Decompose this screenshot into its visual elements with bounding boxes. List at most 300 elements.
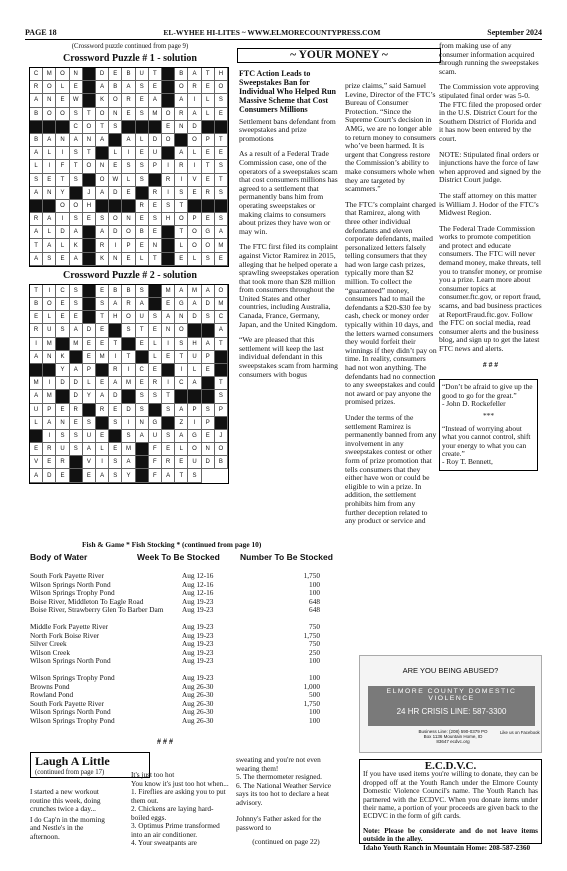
grid-cell: S (70, 174, 83, 187)
grid-cell: U (188, 456, 201, 469)
article-paragraph: The Commission vote approving stipulated final order was 5-0. The FTC filed the proposed order in the U.S. District Court for the Southern District of Florida and it has now been entered by the court. (439, 82, 542, 143)
grid-cell: Y (83, 390, 96, 403)
black-square (188, 200, 201, 213)
grid-cell: S (122, 324, 135, 337)
grid-cell: A (188, 298, 201, 311)
grid-cell: D (70, 377, 83, 390)
grid-cell: N (56, 417, 69, 430)
grid-cell: S (188, 469, 201, 482)
grid-cell: O (56, 200, 69, 213)
joke-2-item-1: 1. Fireflies are asking you to put them out. (131, 787, 226, 805)
grid-cell: A (43, 213, 56, 226)
black-square (202, 121, 215, 134)
black-square (109, 134, 122, 147)
stocking-cell: Aug 19-23 (182, 673, 214, 682)
black-square (83, 174, 96, 187)
grid-cell: M (122, 443, 135, 456)
grid-cell: S (122, 160, 135, 173)
grid-cell: M (149, 108, 162, 121)
grid-cell: K (56, 351, 69, 364)
grid-cell: A (30, 469, 43, 482)
grid-cell: U (188, 351, 201, 364)
grid-cell: N (96, 160, 109, 173)
grid-cell: E (96, 377, 109, 390)
grid-cell: N (109, 108, 122, 121)
grid-cell: E (202, 81, 215, 94)
black-square (149, 285, 162, 298)
grid-cell: R (188, 81, 201, 94)
joke-2-title: It's just too hot (131, 770, 175, 779)
grid-cell: A (30, 253, 43, 266)
page-header (25, 26, 542, 40)
stocking-cell: 1,000 (303, 681, 320, 691)
grid-cell: P (188, 404, 201, 417)
grid-cell: L (30, 417, 43, 430)
grid-cell: E (202, 174, 215, 187)
grid-cell: T (175, 226, 188, 239)
grid-cell: M (30, 377, 43, 390)
stocking-cell: Aug 19-23 (182, 639, 214, 648)
grid-cell: O (188, 134, 201, 147)
grid-cell: N (122, 213, 135, 226)
grid-cell: T (30, 239, 43, 252)
grid-cell: E (188, 187, 201, 200)
stocking-cell: 100 (309, 673, 320, 682)
stocking-cell: Silver Creek (30, 639, 67, 648)
stocking-cell: Wilson Springs Trophy Pond (30, 715, 115, 725)
black-square (109, 200, 122, 213)
grid-cell: R (202, 187, 215, 200)
article-text-2 (345, 82, 437, 533)
grid-cell: S (56, 430, 69, 443)
article-paragraph: Under the terms of the settlement Ramirez is permanently banned from any involvement in any sweepstakes contest or other form of prize promotion that tells consumers that they either have won or could be eligible to win a prize. In addition, the settlement prohibits him from any further deception related to any product or service and (345, 412, 437, 526)
grid-cell: O (43, 108, 56, 121)
stocking-cell: Aug 26-30 (182, 715, 214, 725)
grid-cell: O (122, 226, 135, 239)
grid-cell: A (109, 298, 122, 311)
stocking-cell: 648 (309, 605, 320, 614)
black-square (83, 81, 96, 94)
grid-cell: D (109, 226, 122, 239)
grid-cell: E (56, 404, 69, 417)
grid-cell: I (175, 364, 188, 377)
grid-cell: I (162, 187, 175, 200)
grid-cell: P (188, 213, 201, 226)
black-square (162, 68, 175, 81)
grid-cell: Y (56, 187, 69, 200)
grid-cell: T (149, 253, 162, 266)
stocking-end-mark: # # # (157, 737, 173, 746)
grid-cell: I (43, 430, 56, 443)
grid-cell: S (215, 94, 228, 107)
grid-cell: E (70, 417, 83, 430)
black-square (30, 430, 43, 443)
grid-cell: S (70, 285, 83, 298)
grid-cell: E (149, 200, 162, 213)
grid-cell: O (188, 239, 201, 252)
grid-cell: N (136, 417, 149, 430)
grid-cell: E (109, 404, 122, 417)
stocking-cell: 1,750 (303, 698, 320, 708)
grid-cell: E (215, 108, 228, 121)
grid-cell: F (149, 443, 162, 456)
stocking-cell: Aug 19-23 (182, 630, 214, 640)
ad-question: ARE YOU BEING ABUSED? (402, 666, 499, 675)
grid-cell: E (56, 469, 69, 482)
grid-cell: A (96, 81, 109, 94)
grid-cell: S (215, 160, 228, 173)
grid-cell: T (215, 134, 228, 147)
grid-cell: E (43, 174, 56, 187)
grid-cell: S (96, 213, 109, 226)
grid-cell: A (188, 68, 201, 81)
joke-2-item-6: 6. The National Weather Service says its too hot to declare a heat advisory. (236, 780, 331, 807)
grid-cell: R (30, 213, 43, 226)
grid-cell: S (109, 417, 122, 430)
grid-cell: A (175, 94, 188, 107)
grid-cell: E (215, 147, 228, 160)
stocking-cell: North Fork Boise River (30, 630, 100, 640)
grid-cell: A (215, 226, 228, 239)
stocking-cell: Aug 12-16 (182, 571, 214, 580)
grid-cell: A (136, 430, 149, 443)
grid-cell: S (136, 404, 149, 417)
grid-cell: I (43, 160, 56, 173)
black-square (149, 298, 162, 311)
grid-cell: B (215, 456, 228, 469)
grid-cell: O (56, 68, 69, 81)
grid-cell: A (136, 298, 149, 311)
stocking-cell: Aug 12-16 (182, 588, 214, 597)
stocking-row (30, 717, 350, 726)
grid-cell: S (215, 390, 228, 403)
grid-cell: A (162, 469, 175, 482)
grid-cell: T (202, 68, 215, 81)
grid-cell: A (175, 285, 188, 298)
grid-cell: E (162, 121, 175, 134)
grid-cell: I (175, 174, 188, 187)
joke-1: I started a new workout routine this week, doing crunches twice a day... (30, 787, 101, 813)
black-square (202, 377, 215, 390)
grid-cell: L (56, 239, 69, 252)
grid-cell: S (96, 298, 109, 311)
grid-cell: L (175, 443, 188, 456)
grid-cell: I (188, 160, 201, 173)
grid-cell: S (215, 213, 228, 226)
grid-cell: E (70, 311, 83, 324)
grid-cell: E (30, 311, 43, 324)
laugh-column-3 (236, 756, 336, 847)
grid-cell: E (136, 213, 149, 226)
article-headline: FTC Action Leads to Sweepstakes Ban for Individual Who Helped Run Massive Scheme that Cost Consumers Millions (239, 68, 337, 114)
grid-cell: O (109, 213, 122, 226)
grid-cell: G (188, 430, 201, 443)
grid-cell: T (149, 68, 162, 81)
grid-cell: H (162, 213, 175, 226)
grid-cell: S (136, 108, 149, 121)
grid-cell: A (175, 147, 188, 160)
grid-cell: W (70, 94, 83, 107)
article-paragraph: prize claims,” said Samuel Levine, Director of the FTC’s Bureau of Consumer Protection. “Since the Supreme Court’s decision in AMG, we are no longer able to return money to consumers who’ve been harmed. It is urgent that Congress restore the Commission’s ability to make consumers whole when they are targeted by scammers.” (345, 81, 436, 194)
article-paragraph: As a result of a Federal Trade Commission case, one of the operators of a sweepstakes scam that cost consumers millions has agreed to a settlement that permanently bans him from operating sweepstakes or making claims to consumers about prizes they have won or may win. (239, 149, 338, 236)
grid-cell: M (43, 390, 56, 403)
grid-cell: A (188, 108, 201, 121)
black-square (83, 94, 96, 107)
quote-separator: *** (482, 411, 495, 421)
grid-cell: E (136, 377, 149, 390)
grid-cell: V (30, 456, 43, 469)
black-square (43, 200, 56, 213)
ecdvc-body: If you have used items you're willing to donate, they can be dropped off at the Youth Ranch under the Elmore County Domestic Violence Council's name. The Youth Ranch has partnered with the ECDVC. When you donate items under their name, a portion of your proceeds are given back to the ECDVC in the form of gift cards. (363, 769, 538, 821)
grid-cell: T (96, 121, 109, 134)
grid-cell: T (96, 311, 109, 324)
grid-cell: N (162, 324, 175, 337)
grid-cell: U (149, 147, 162, 160)
grid-cell: S (70, 443, 83, 456)
section-banner: ~ YOUR MONEY ~ (237, 48, 441, 63)
grid-cell: A (30, 94, 43, 107)
stocking-row (30, 657, 350, 666)
grid-cell: K (96, 253, 109, 266)
grid-cell: V (188, 174, 201, 187)
black-square (83, 239, 96, 252)
grid-cell: E (83, 338, 96, 351)
grid-cell: O (215, 443, 228, 456)
black-square (215, 364, 228, 377)
grid-cell: E (175, 456, 188, 469)
grid-cell: N (43, 94, 56, 107)
stocking-cell: Boise River, Middleton To Eagle Road (30, 596, 144, 606)
grid-cell: A (30, 351, 43, 364)
grid-cell: D (188, 311, 201, 324)
grid-cell: O (43, 81, 56, 94)
grid-cell: E (136, 338, 149, 351)
grid-cell: D (122, 404, 135, 417)
black-square (162, 226, 175, 239)
grid-cell: O (96, 108, 109, 121)
grid-cell: M (122, 377, 135, 390)
stocking-cell: Rowland Pond (30, 690, 74, 699)
grid-cell: N (175, 311, 188, 324)
grid-cell: S (136, 390, 149, 403)
quote-2: “Instead of worrying about what you cannot control, shift your energy to what you can create.” (442, 423, 531, 459)
grid-cell: G (175, 298, 188, 311)
grid-cell: N (175, 121, 188, 134)
grid-cell: M (188, 285, 201, 298)
grid-cell: S (175, 338, 188, 351)
grid-cell: E (122, 108, 135, 121)
grid-cell: O (109, 94, 122, 107)
grid-cell: E (149, 364, 162, 377)
grid-cell: A (43, 239, 56, 252)
laugh-title: Laugh A Little (35, 754, 110, 768)
black-square (136, 187, 149, 200)
grid-cell: N (149, 239, 162, 252)
stocking-cell: Wilson Creek (30, 647, 71, 657)
grid-cell: S (202, 253, 215, 266)
grid-cell: R (96, 239, 109, 252)
grid-cell: E (109, 443, 122, 456)
grid-cell: A (30, 147, 43, 160)
article-paragraph: NOTE: Stipulated final orders or injunctions have the force of law when approved and signed by the District Court judge. (439, 149, 541, 185)
grid-cell: R (96, 404, 109, 417)
article-paragraph: The FTC’s complaint charged that Ramirez, along with three other individual defendants and eleven corporate defendants, mailed personalized letters falsely telling consumers that they had won large cash prizes, typically more than $2 million. To collect the “guaranteed” money, consumers had to mail the defendants a $20-$30 fee by cash, check or money order typically within 10 days, and the letters warned consumers they would forfeit their winnings if they didn’t pay on time. In reality, consumers had not won anything. The defendants had no connection to any sweepstakes and could not award or pay anyone the promised prizes. (345, 199, 437, 407)
stocking-cell: Boise River, Strawberry Glen To Barber Dam (30, 605, 164, 614)
ecdvc-address: Idaho Youth Ranch in Mountain Home: 208-587-2360 (363, 842, 531, 852)
grid-cell: N (56, 134, 69, 147)
grid-cell: N (83, 134, 96, 147)
grid-cell: O (175, 324, 188, 337)
grid-cell: O (96, 174, 109, 187)
crossword-2-title: Crossword Puzzle # 2 - solution (63, 269, 197, 281)
black-square (149, 121, 162, 134)
stocking-cell: Aug 26-30 (182, 698, 214, 708)
grid-cell: L (122, 174, 135, 187)
grid-cell: A (70, 364, 83, 377)
grid-cell: L (43, 311, 56, 324)
grid-cell: R (149, 187, 162, 200)
stocking-cell: Middle Fork Payette River (30, 622, 109, 631)
grid-cell: S (149, 390, 162, 403)
grid-cell: U (56, 443, 69, 456)
article-paragraph: from making use of any consumer information acquired through running the sweepstakes scam. (439, 41, 539, 76)
ecdvc-box (359, 759, 542, 852)
black-square (83, 285, 96, 298)
grid-cell: S (30, 174, 43, 187)
grid-cell: S (175, 187, 188, 200)
grid-cell: F (149, 456, 162, 469)
quote-1-author: - John D. Rockefeller (442, 399, 506, 408)
article-end-mark: # # # (482, 359, 499, 369)
news-column-3 (439, 42, 542, 471)
black-square (162, 94, 175, 107)
grid-cell: C (215, 311, 228, 324)
black-square (70, 469, 83, 482)
grid-cell: L (188, 147, 201, 160)
ecdvc-note: Note: Please be considerate and do not leave items outside in the alley. (363, 825, 538, 844)
black-square (56, 121, 69, 134)
black-square (162, 417, 175, 430)
grid-cell: T (83, 108, 96, 121)
grid-cell: T (109, 338, 122, 351)
grid-cell: E (96, 338, 109, 351)
stocking-cell: South Fork Payette River (30, 571, 104, 580)
grid-cell: T (175, 351, 188, 364)
grid-cell: U (149, 430, 162, 443)
stocking-title: Fish & Game * Fish Stocking * (continued from page 10) (82, 540, 262, 549)
grid-cell: I (188, 417, 201, 430)
black-square (136, 351, 149, 364)
quote-2-author: - Roy T. Bennett, (442, 457, 493, 467)
grid-cell: M (43, 338, 56, 351)
grid-cell: B (109, 285, 122, 298)
grid-cell: I (56, 213, 69, 226)
grid-cell: H (215, 68, 228, 81)
grid-cell: S (109, 456, 122, 469)
black-square (175, 134, 188, 147)
grid-cell: R (162, 174, 175, 187)
grid-cell: I (43, 377, 56, 390)
grid-cell: I (109, 351, 122, 364)
stocking-cell: 100 (309, 656, 320, 665)
grid-cell: J (215, 430, 228, 443)
grid-cell: A (96, 226, 109, 239)
black-square (136, 469, 149, 482)
grid-cell: Z (175, 417, 188, 430)
grid-cell: B (175, 68, 188, 81)
newspaper-page (25, 26, 542, 852)
grid-cell: N (43, 187, 56, 200)
stocking-cell: 100 (309, 579, 320, 589)
joke-2-item-3: 3. Optimus Prime transformed into an air conditioner. (131, 821, 220, 839)
grid-cell: L (149, 338, 162, 351)
grid-cell: T (202, 160, 215, 173)
grid-cell: E (56, 94, 69, 107)
grid-cell: D (149, 134, 162, 147)
grid-cell: O (122, 311, 135, 324)
grid-cell: P (43, 404, 56, 417)
stocking-cell: 1,750 (303, 630, 320, 640)
grid-cell: E (122, 253, 135, 266)
grid-cell: E (149, 81, 162, 94)
grid-cell: N (109, 253, 122, 266)
grid-cell: H (83, 200, 96, 213)
stocking-cell: South Fork Payette River (30, 698, 104, 708)
grid-cell: B (30, 108, 43, 121)
grid-cell: C (70, 121, 83, 134)
grid-cell: E (83, 213, 96, 226)
grid-cell: E (136, 147, 149, 160)
grid-cell: A (43, 417, 56, 430)
grid-cell: U (83, 430, 96, 443)
grid-cell: A (70, 253, 83, 266)
grid-cell: T (215, 338, 228, 351)
grid-cell: T (162, 390, 175, 403)
grid-cell: S (215, 187, 228, 200)
laugh-column-2 (131, 771, 231, 848)
ad-crisis-line: 24 HR CRISIS LINE: 587-3300 (396, 707, 507, 716)
grid-cell: V (83, 456, 96, 469)
stocking-cell: 750 (309, 639, 320, 648)
grid-cell: I (122, 147, 135, 160)
black-square (162, 81, 175, 94)
grid-cell: C (30, 68, 43, 81)
black-square (136, 443, 149, 456)
grid-cell: N (202, 443, 215, 456)
grid-cell: E (96, 285, 109, 298)
black-square (70, 456, 83, 469)
black-square (70, 351, 83, 364)
article-paragraph: “We are pleased that this settlement will keep the last individual defendant in this sweepstakes scam from harming consumers with bogus (239, 335, 338, 379)
grid-cell: I (109, 239, 122, 252)
grid-cell: T (56, 174, 69, 187)
black-square (215, 351, 228, 364)
grid-cell: T (70, 160, 83, 173)
grid-cell: E (149, 324, 162, 337)
stocking-cell: Wilson Springs North Pond (30, 579, 111, 589)
stocking-cell: Wilson Springs North Pond (30, 656, 111, 665)
black-square (83, 253, 96, 266)
stocking-cell: Wilson Springs North Pond (30, 707, 111, 716)
grid-cell: L (149, 351, 162, 364)
grid-cell: T (175, 200, 188, 213)
ecdvc-title: E.C.D.V.C. (424, 760, 477, 772)
black-square (162, 253, 175, 266)
grid-cell: L (30, 160, 43, 173)
grid-cell: P (149, 160, 162, 173)
grid-cell: I (162, 377, 175, 390)
grid-cell: U (136, 68, 149, 81)
